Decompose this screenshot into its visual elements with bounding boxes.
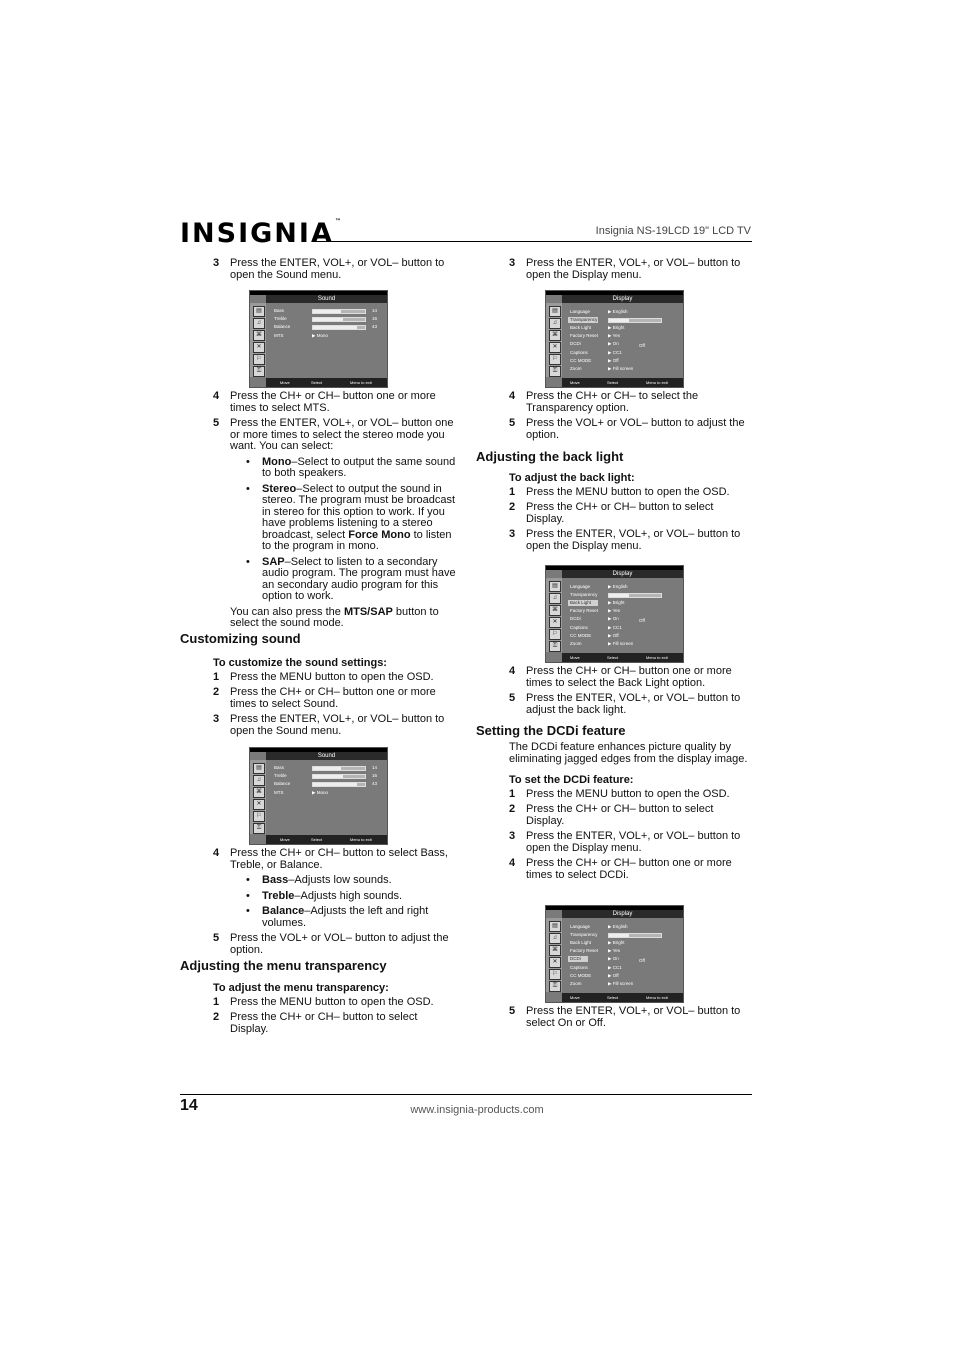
right-col-dcdi-step5: 5 Press the ENTER, VOL+, or VOL– button to select On or Off.	[509, 1005, 741, 1029]
left-col-mid: 4 Press the CH+ or CH– button one or more times to select MTS. 5 Press the ENTER, VOL+, or VOL– button one or more times to select the stereo mode you want. You can select: • Mono–Select to output the same sound to both speakers. • Stereo–Select to output the sound in stereo. The program must be broadcast in stereo for this option to work. If you have problems listening to a stereo broadcast, select Force Mono to listen to the program in mono. • SAP–Select to listen to a secondary audio program. The program must have an secondary audio program for this option to work. You can also press the MTS/SAP button to select the sound mode.	[213, 391, 458, 634]
right-col-backlight-steps: 4 Press the CH+ or CH– button one or more times to select the Back Light option. 5 Press the ENTER, VOL+, or VOL– button to adjust the back light.	[509, 665, 741, 716]
channel-icon: ⌘	[253, 787, 265, 798]
page-number: 14	[180, 1097, 198, 1114]
heading: Customizing sound	[180, 631, 301, 646]
left-col-top	[213, 258, 458, 285]
header-title: Insignia NS-19LCD 19" LCD TV	[595, 225, 751, 237]
sound-icon: ♫	[253, 318, 265, 329]
osd-display-screenshot-dcdi: Display ▤ ♫ ⌘ ✕ ⚐ ⚿ Language Transparency Back Light Factory Reset DCDi Captions CC MODE Zoom ▶ English ▶ Bright ▶ Yes ▶ On ▶ CC1 ▶ Off ▶ Fill screen Off Move Select Menu to exit	[545, 905, 684, 1003]
osd-sound-screenshot-2: Sound ▤ ♫ ⌘ ✕ ⚐ ⚿ Bass Treble Balance MTS 14 16 43 ▶ Mono Move Select Menu to exit	[249, 747, 388, 845]
sound-icon: ♫	[253, 775, 265, 786]
step: 3 Press the ENTER, VOL+, or VOL– button to open the Sound menu.	[213, 257, 445, 281]
lock-icon: ⚿	[253, 823, 265, 834]
footer-rule	[180, 1094, 752, 1095]
header-rule	[314, 241, 752, 242]
picture-icon: ▤	[253, 306, 265, 317]
osd-display-screenshot-transparency: Display ▤ ♫ ⌘ ✕ ⚐ ⚿ Language Transparency Back Light Factory Reset DCDi Captions CC MODE Zoom ▶ English ▶ Bright ▶ Yes ▶ On ▶ CC1 ▶ Off ▶ Fill screen Off Move Select Menu to exit	[545, 290, 684, 388]
osd-sound-screenshot: Sound ▤ ♫ ⌘ ✕ ⚐ ⚿ Bass Treble Balance MTS 14 16 43 ▶ Mono Move Select Menu to exit	[249, 290, 388, 388]
setup-icon: ✕	[253, 799, 265, 810]
parental-icon: ⚐	[253, 354, 265, 365]
channel-icon: ⌘	[253, 330, 265, 341]
lock-icon: ⚿	[253, 366, 265, 377]
setup-icon: ✕	[253, 342, 265, 353]
osd-display-screenshot-backlight: Display ▤ ♫ ⌘ ✕ ⚐ ⚿ Language Transparency Back Light Factory Reset DCDi Captions CC MODE Zoom ▶ English ▶ Bright ▶ Yes ▶ On ▶ CC1 ▶ Off ▶ Fill screen Off Move Select Menu to exit	[545, 565, 684, 663]
menu-transparency-section: Adjusting the menu transparency To adjust the menu transparency: 1 Press the MENU button to open the OSD. 2 Press the CH+ or CH– button to select Display.	[180, 958, 434, 1035]
right-col-top: 3 Press the ENTER, VOL+, or VOL– button to open the Display menu.	[509, 257, 741, 281]
parental-icon: ⚐	[253, 811, 265, 822]
dcdi-section: Setting the DCDi feature The DCDi feature enhances picture quality by eliminating jagged edges from the display image. To set the DCDi feature: 1 Press the MENU button to open the OSD. 2 Press the CH+ or CH– button to select Display. 3 Press the ENTER, VOL+, or VOL– button to open the Display menu. 4 Press the CH+ or CH– button one or more times to select DCDi.	[476, 723, 748, 881]
customizing-sound-section: Customizing sound To customize the sound settings: 1 Press the MENU button to open the OSD. 2 Press the CH+ or CH– button one or more times to select Sound. 3 Press the ENTER, VOL+, or VOL– button to open the Sound menu.	[180, 631, 458, 741]
right-col-trans-steps: 4 Press the CH+ or CH– to select the Transparency option. 5 Press the VOL+ or VOL– button to adjust the option.	[509, 390, 745, 441]
left-col-lower: 4 Press the CH+ or CH– button to select Bass, Treble, or Balance. • Bass–Adjusts low sounds. • Treble–Adjusts high sounds. • Balance–Adjusts the left and right volumes. 5 Press the VOL+ or VOL– button to adjust the option.	[213, 848, 458, 960]
back-light-section: Adjusting the back light To adjust the back light: 1 Press the MENU button to open the OSD. 2 Press the CH+ or CH– button to select Display. 3 Press the ENTER, VOL+, or VOL– button to open the Display menu.	[476, 449, 741, 552]
picture-icon: ▤	[253, 763, 265, 774]
insignia-logo: INSIGNIA™	[180, 218, 341, 249]
footer-url: www.insignia-products.com	[410, 1104, 544, 1116]
